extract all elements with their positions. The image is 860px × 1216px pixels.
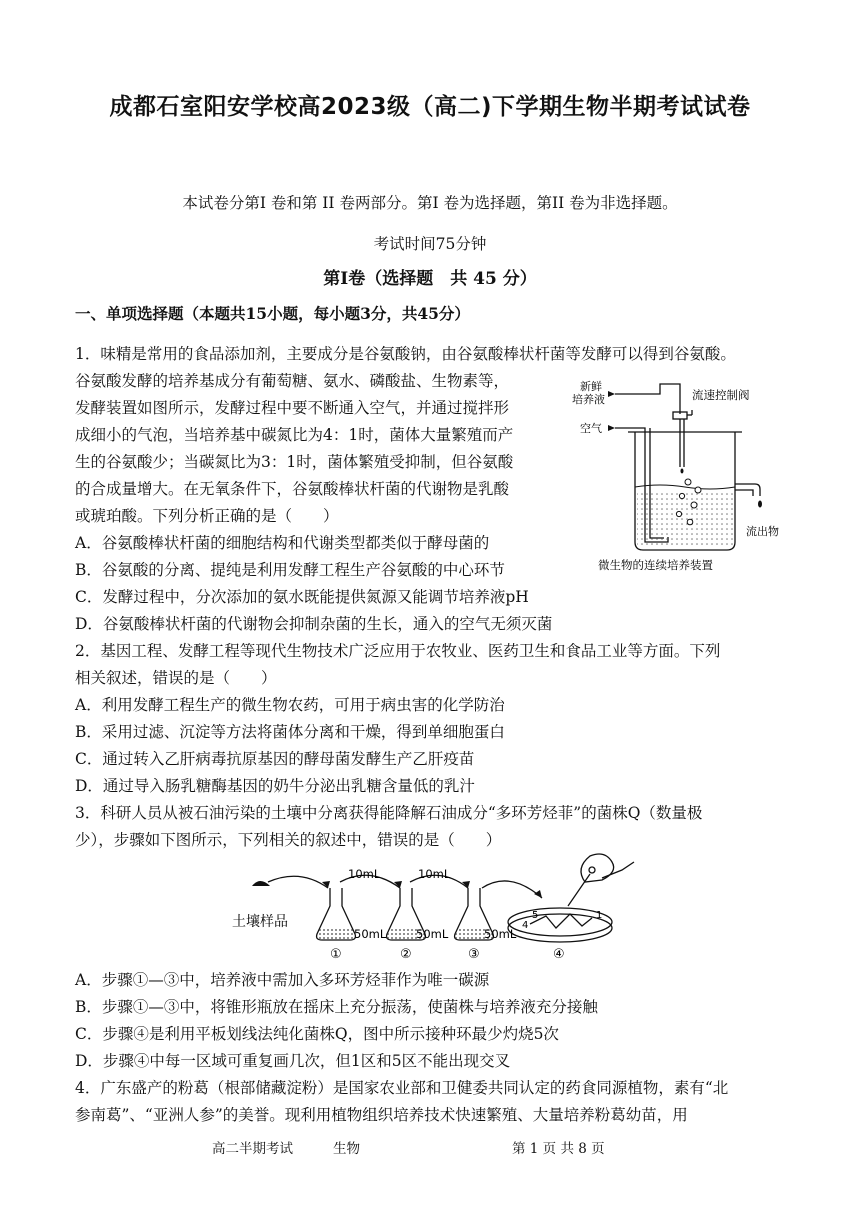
option-b: B．步骤①—③中，将锥形瓶放在摇床上充分振荡，使菌株与培养液充分接触 <box>75 998 598 1016</box>
soil-sample-label: 土壤样品 <box>232 914 288 930</box>
option-c: C．通过转入乙肝病毒抗原基因的酵母菌发酵生产乙肝疫苗 <box>75 750 475 768</box>
page-title: 成都石室阳安学校高2023级（高二)下学期生物半期考试试卷 <box>109 94 751 120</box>
zone-number: 1 <box>596 910 603 921</box>
step-number: ② <box>400 947 412 962</box>
text-line: 生的谷氨酸少；当碳氮比为3：1时，菌体繁殖受抑制，但谷氨酸 <box>75 453 514 471</box>
text-line: 1．味精是常用的食品添加剂，主要成分是谷氨酸钠，由谷氨酸棒状杆菌等发酵可以得到谷氨酸。 <box>75 345 736 363</box>
step-number: ④ <box>553 947 565 962</box>
transfer-label: 10mL <box>418 867 451 881</box>
continuous-culture-figure <box>570 372 785 577</box>
text-line: 2．基因工程、发酵工程等现代生物技术广泛应用于农牧业、医药卫生和食品工业等方面。下列 <box>75 642 721 660</box>
text-line: 相关叙述，错误的是（ ） <box>75 669 277 687</box>
option-a: A．谷氨酸棒状杆菌的细胞结构和代谢类型都类似于酵母菌的 <box>75 534 490 552</box>
option-d: D．谷氨酸棒状杆菌的代谢物会抑制杂菌的生长，通入的空气无须灭菌 <box>75 615 553 633</box>
exam-time: 考试时间75分钟 <box>373 235 487 253</box>
outflow-label: 流出物 <box>746 525 779 538</box>
flow-valve-label: 流速控制阀 <box>692 388 750 402</box>
fresh-medium-label: 新鲜 <box>580 380 602 393</box>
text-line: 的合成量增大。在无氧条件下，谷氨酸棒状杆菌的代谢物是乳酸 <box>75 480 510 498</box>
option-a: A．利用发酵工程生产的微生物农药，可用于病虫害的化学防治 <box>75 696 505 714</box>
volume-label: 50mL <box>354 927 387 941</box>
isolation-steps-figure <box>230 848 650 963</box>
section-heading: 一、单项选择题（本题共15小题，每小题3分，共45分） <box>75 304 470 323</box>
footer-subject: 生物 <box>333 1141 360 1157</box>
volume-label: 50mL <box>484 927 517 941</box>
text-line: 3．科研人员从被石油污染的土壤中分离获得能降解石油成分“多环芳烃菲”的菌株Q（数量极 <box>75 804 703 822</box>
zone-number: 4 <box>522 920 529 931</box>
option-c: C．步骤④是利用平板划线法纯化菌株Q，图中所示接种环最少灼烧5次 <box>75 1025 559 1043</box>
option-a: A．步骤①—③中，培养液中需加入多环芳烃菲作为唯一碳源 <box>75 971 490 989</box>
text-line: 发酵装置如图所示，发酵过程中要不断通入空气，并通过搅拌形 <box>75 399 510 417</box>
step-number: ③ <box>468 947 480 962</box>
footer-page-number: 第 1 页 共 8 页 <box>512 1141 605 1157</box>
volume-label: 50mL <box>416 927 449 941</box>
text-line: 或琥珀酸。下列分析正确的是（ ） <box>75 507 339 525</box>
volume-heading: 第Ⅰ卷（选择题 共 45 分） <box>323 269 537 289</box>
option-d: D．通过导入肠乳糖酶基因的奶牛分泌出乳糖含量低的乳汁 <box>75 777 475 795</box>
fresh-medium-label: 培养液 <box>572 393 605 406</box>
exam-intro: 本试卷分第Ⅰ 卷和第 II 卷两部分。第Ⅰ 卷为选择题，第II 卷为非选择题。 <box>182 194 678 212</box>
transfer-label: 10mL <box>348 867 381 881</box>
option-b: B．谷氨酸的分离、提纯是利用发酵工程生产谷氨酸的中心环节 <box>75 561 505 579</box>
footer-exam: 高二半期考试 <box>212 1141 293 1157</box>
figure-caption: 微生物的连续培养装置 <box>598 558 713 572</box>
option-d: D．步骤④中每一区域可重复画几次，但1区和5区不能出现交叉 <box>75 1052 511 1070</box>
air-label: 空气 <box>580 422 602 435</box>
text-line: 谷氨酸发酵的培养基成分有葡萄糖、氨水、磷酸盐、生物素等， <box>75 372 510 390</box>
text-line: 参南葛”、“亚洲人参”的美誉。现利用植物组织培养技术快速繁殖、大量培养粉葛幼苗，用 <box>75 1106 688 1124</box>
step-number: ① <box>330 947 342 962</box>
text-line: 成细小的气泡，当培养基中碳氮比为4：1时，菌体大量繁殖而产 <box>75 426 514 444</box>
option-b: B．采用过滤、沉淀等方法将菌体分离和干燥，得到单细胞蛋白 <box>75 723 505 741</box>
text-line: 4．广东盛产的粉葛（根部储藏淀粉）是国家农业部和卫健委共同认定的药食同源植物，素有“北 <box>75 1079 729 1097</box>
zone-number: 5 <box>532 910 539 921</box>
option-c: C．发酵过程中，分次添加的氨水既能提供氮源又能调节培养液pH <box>75 588 529 606</box>
text-line: 少），步骤如下图所示，下列相关的叙述中，错误的是（ ） <box>75 831 502 849</box>
